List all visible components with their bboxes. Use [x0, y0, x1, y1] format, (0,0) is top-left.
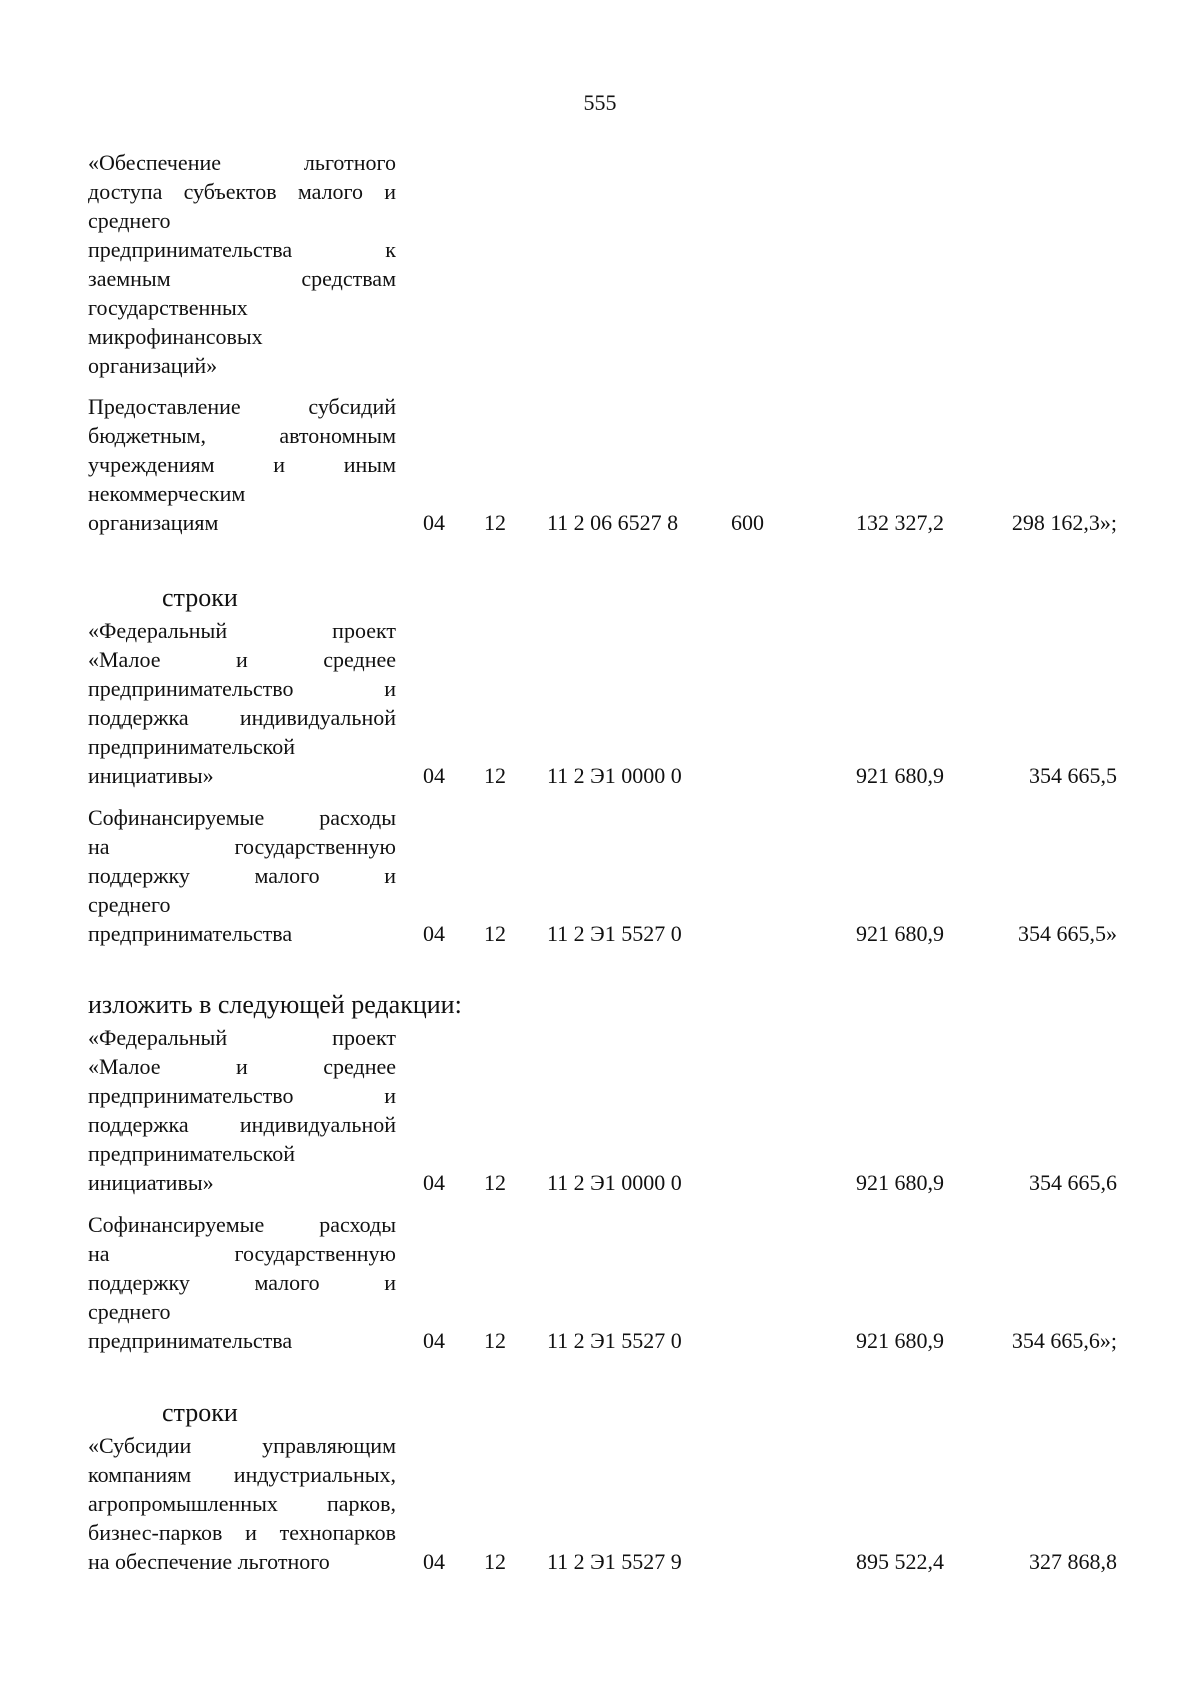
amount-year-1: 921 680,9	[856, 1170, 944, 1195]
expense-type-code: 600	[731, 510, 764, 535]
description-line: Софинансируемые расходы	[88, 1212, 396, 1237]
row-description	[88, 1431, 396, 1576]
target-article-code: 11 2 Э1 5527 9	[547, 1549, 682, 1574]
section-code: 04	[423, 1170, 445, 1195]
amount-year-2: 327 868,8	[1029, 1549, 1117, 1574]
section-heading: изложить в следующей редакции:	[88, 990, 462, 1019]
subsection-code: 12	[484, 1328, 506, 1353]
description-line: государственных	[88, 295, 248, 320]
description-line: среднего	[88, 208, 171, 233]
description-line: бизнес-парков и технопарков	[88, 1520, 396, 1545]
description-line: на государственную	[88, 834, 396, 859]
subsection-code: 12	[484, 1549, 506, 1574]
target-article-code: 11 2 Э1 0000 0	[547, 763, 682, 788]
description-line: предпринимательской	[88, 1141, 296, 1166]
section-code: 04	[423, 1549, 445, 1574]
amount-year-1: 921 680,9	[856, 921, 944, 946]
description-line: предпринимательской	[88, 734, 296, 759]
amount-year-2: 298 162,3»;	[1011, 510, 1117, 535]
subsection-code: 12	[484, 763, 506, 788]
subsection-code: 12	[484, 921, 506, 946]
section-heading: строки	[162, 583, 238, 612]
target-article-code: 11 2 Э1 5527 0	[547, 1328, 682, 1353]
description-line: заемным средствам	[88, 266, 396, 291]
description-line: предпринимательства к	[88, 237, 396, 262]
description-line: учреждениям и иным	[88, 452, 396, 477]
description-line: на обеспечение льготного	[88, 1549, 330, 1574]
description-line: бюджетным, автономным	[88, 423, 396, 448]
description-line: микрофинансовых	[88, 324, 263, 349]
description-line: «Малое и среднее	[88, 647, 396, 672]
subsection-code: 12	[484, 1170, 506, 1195]
description-line: инициативы»	[88, 763, 214, 788]
subsection-code: 12	[484, 510, 506, 535]
description-line: на государственную	[88, 1241, 396, 1266]
target-article-code: 11 2 06 6527 8	[547, 510, 679, 535]
amount-year-2: 354 665,5	[1029, 763, 1117, 788]
target-article-code: 11 2 Э1 5527 0	[547, 921, 682, 946]
description-line: Предоставление субсидий	[88, 394, 396, 419]
description-line: Софинансируемые расходы	[88, 805, 396, 830]
amount-year-1: 132 327,2	[856, 510, 944, 535]
description-line: «Федеральный проект	[88, 1025, 396, 1050]
description-line: организациям	[88, 510, 219, 535]
amount-year-2: 354 665,6»;	[1011, 1328, 1117, 1353]
description-line: среднего	[88, 892, 171, 917]
description-line: поддержка индивидуальной	[88, 705, 396, 730]
amount-year-1: 921 680,9	[856, 1328, 944, 1353]
row-description	[88, 148, 396, 380]
section-code: 04	[423, 510, 445, 535]
description-line: организаций»	[88, 353, 218, 378]
description-line: предпринимательства	[88, 921, 293, 946]
row-description	[88, 616, 396, 790]
description-line: некоммерческим	[88, 481, 246, 506]
amount-year-2: 354 665,5»	[1018, 921, 1117, 946]
page-number: 555	[583, 90, 617, 115]
description-line: «Малое и среднее	[88, 1054, 396, 1079]
description-line: предпринимательства	[88, 1328, 293, 1353]
description-line: предпринимательство и	[88, 1083, 396, 1108]
description-line: инициативы»	[88, 1170, 214, 1195]
description-line: среднего	[88, 1299, 171, 1324]
description-line: поддержку малого и	[88, 863, 396, 888]
target-article-code: 11 2 Э1 0000 0	[547, 1170, 682, 1195]
section-code: 04	[423, 763, 445, 788]
amount-year-2: 354 665,6	[1029, 1170, 1117, 1195]
row-description	[88, 1023, 396, 1197]
description-line: предпринимательство и	[88, 676, 396, 701]
description-line: поддержка индивидуальной	[88, 1112, 396, 1137]
description-line: «Обеспечение льготного	[88, 150, 396, 175]
row-description	[88, 392, 396, 537]
amount-year-1: 895 522,4	[856, 1549, 944, 1574]
description-line: поддержку малого и	[88, 1270, 396, 1295]
description-line: компаниям индустриальных,	[88, 1462, 396, 1487]
section-code: 04	[423, 921, 445, 946]
description-line: «Федеральный проект	[88, 618, 396, 643]
description-line: агропромышленных парков,	[88, 1491, 396, 1516]
section-code: 04	[423, 1328, 445, 1353]
row-description	[88, 803, 396, 948]
section-heading: строки	[162, 1398, 238, 1427]
row-description	[88, 1210, 396, 1355]
amount-year-1: 921 680,9	[856, 763, 944, 788]
description-line: доступа субъектов малого и	[88, 179, 396, 204]
description-line: «Субсидии управляющим	[88, 1433, 396, 1458]
